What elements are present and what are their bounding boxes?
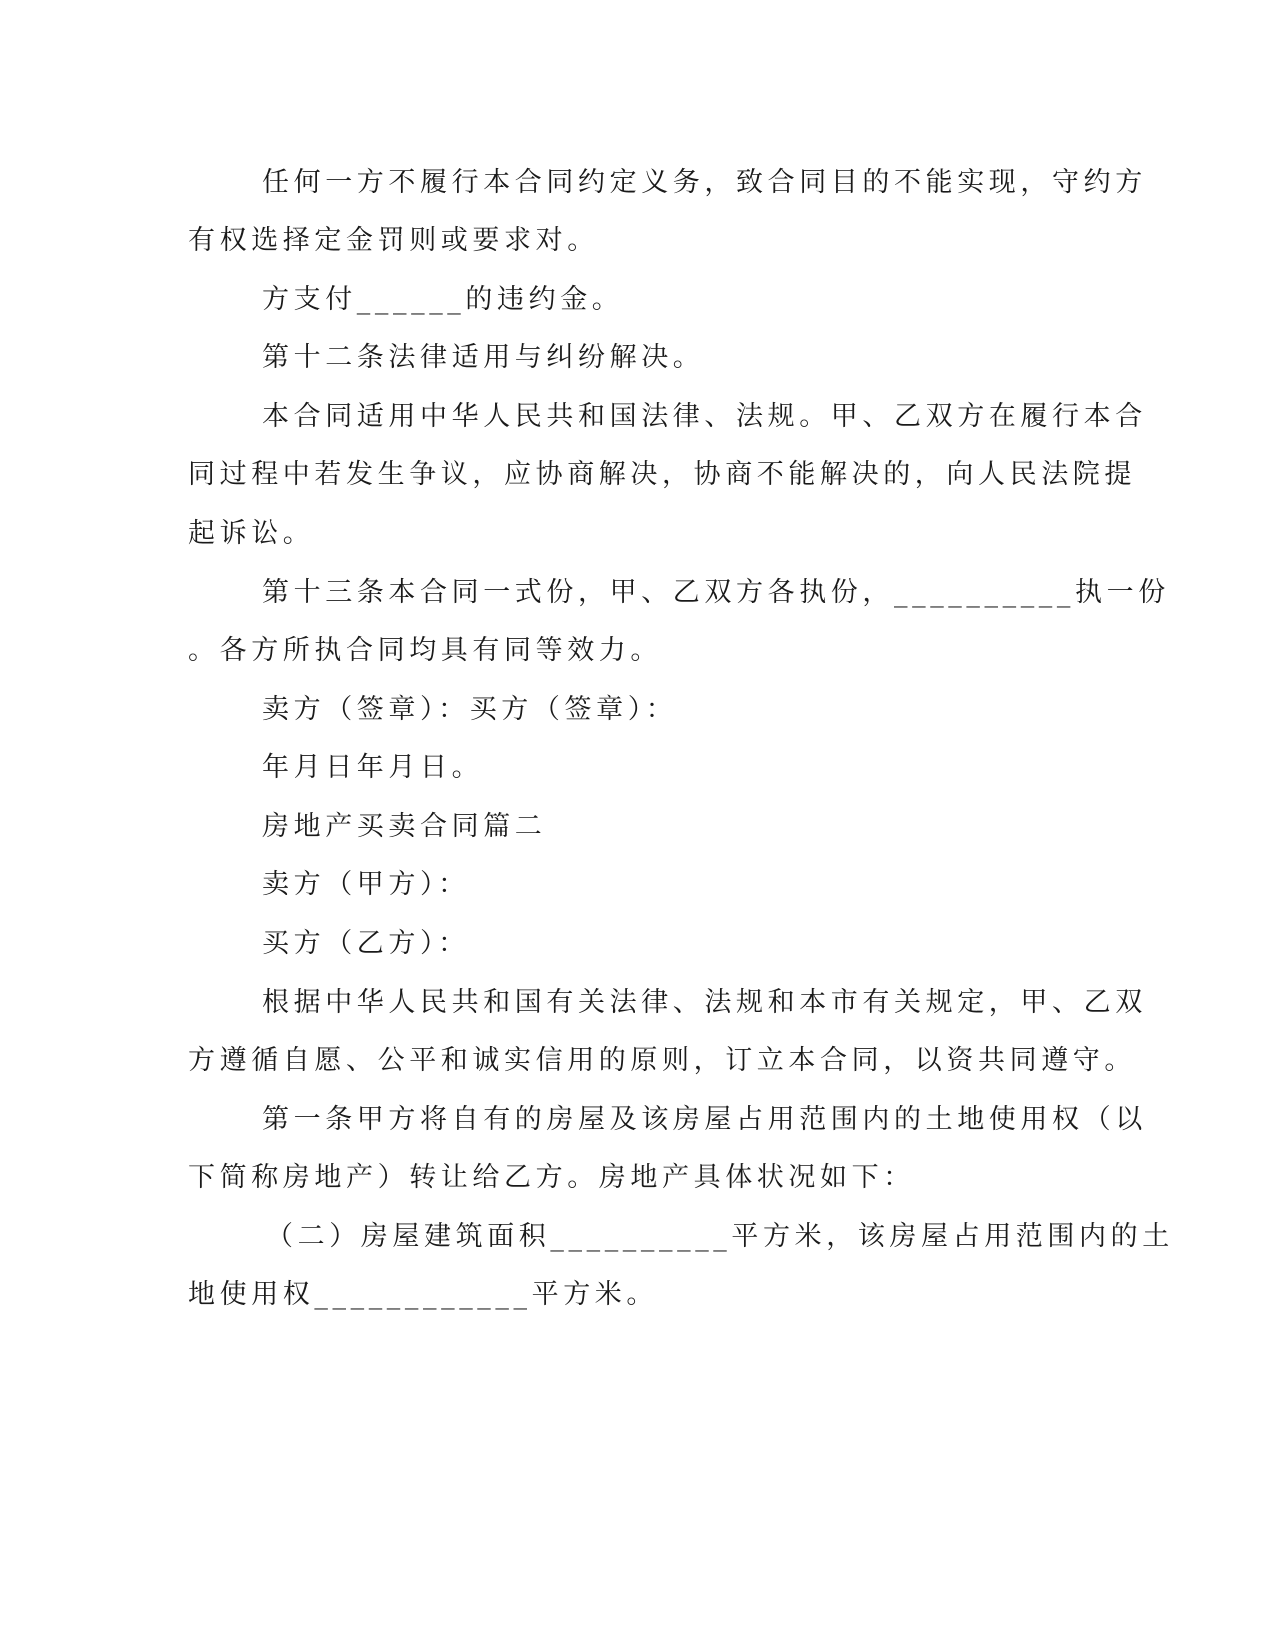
section-title: 房地产买卖合同篇二 — [262, 811, 547, 842]
signature-line: 卖方（签章）：买方（签章）： — [262, 694, 678, 725]
paragraph-line: 第十三条本合同一式份，甲、乙双方各执份，__________执一份 — [262, 577, 1170, 608]
date-line: 年月日年月日。 — [262, 752, 484, 783]
paragraph-line: 方遵循自愿、公平和诚实信用的原则，订立本合同，以资共同遵守。 — [188, 1045, 1136, 1076]
buyer-line: 买方（乙方）： — [262, 928, 470, 959]
paragraph-line: 下简称房地产）转让给乙方。房地产具体状况如下： — [188, 1162, 915, 1193]
paragraph-line: 方支付______的违约金。 — [262, 284, 624, 315]
section-heading: 第十二条法律适用与纠纷解决。 — [262, 342, 705, 373]
paragraph-line: 第一条甲方将自有的房屋及该房屋占用范围内的土地使用权（以 — [262, 1104, 1147, 1135]
paragraph-line: 本合同适用中华人民共和国法律、法规。甲、乙双方在履行本合 — [262, 401, 1147, 432]
paragraph-line: 任何一方不履行本合同约定义务，致合同目的不能实现，守约方 — [262, 167, 1147, 198]
paragraph-line: （二）房屋建筑面积__________平方米，该房屋占用范围内的土 — [266, 1221, 1174, 1252]
paragraph-line: 同过程中若发生争议，应协商解决，协商不能解决的，向人民法院提 — [188, 459, 1136, 490]
paragraph-line: 根据中华人民共和国有关法律、法规和本市有关规定，甲、乙双 — [262, 987, 1147, 1018]
paragraph-line: 地使用权____________平方米。 — [188, 1279, 658, 1310]
paragraph-line: 起诉讼。 — [188, 518, 315, 549]
paragraph-line: 。各方所执合同均具有同等效力。 — [188, 635, 662, 666]
seller-line: 卖方（甲方）： — [262, 869, 470, 900]
paragraph-line: 有权选择定金罚则或要求对。 — [188, 225, 599, 256]
